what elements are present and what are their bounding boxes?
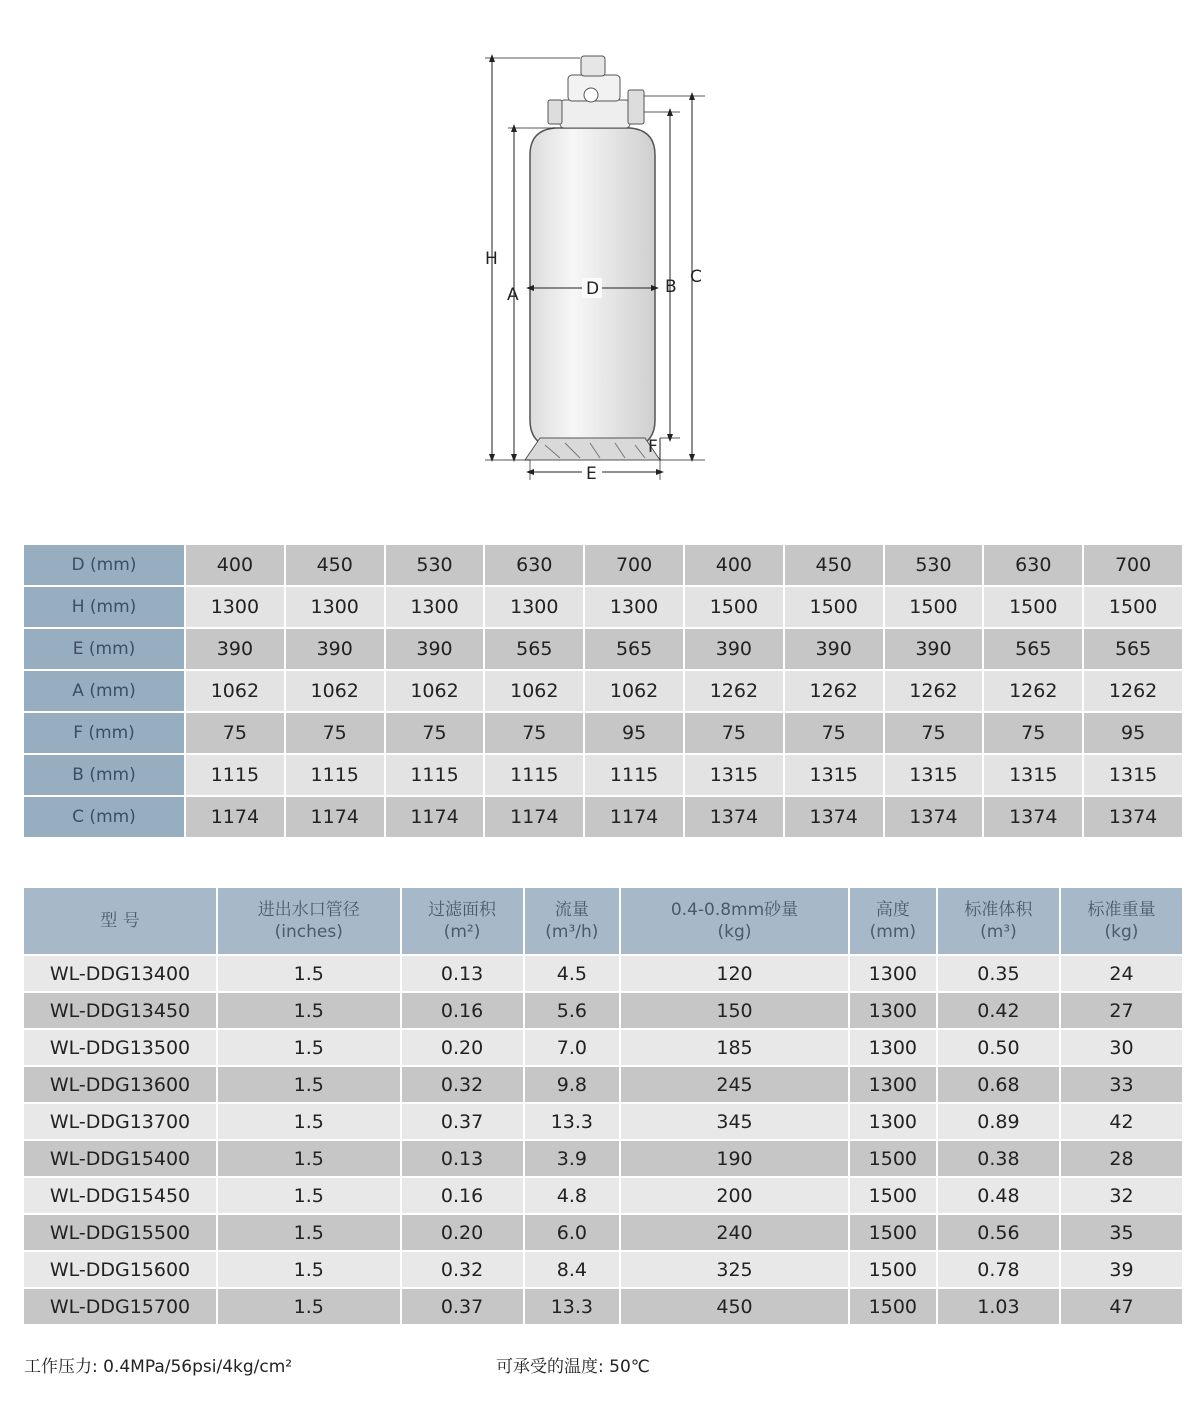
spec-cell: 345	[621, 1104, 848, 1139]
dimension-cell: 75	[286, 713, 384, 753]
spec-cell: 8.4	[525, 1252, 620, 1287]
model-column-header	[938, 888, 1059, 954]
spec-cell: 4.5	[525, 956, 620, 991]
spec-cell: 0.42	[938, 993, 1059, 1028]
spec-cell: 0.20	[402, 1030, 523, 1065]
spec-cell: 1.03	[938, 1289, 1059, 1324]
spec-cell: 0.56	[938, 1215, 1059, 1250]
dimension-cell: 565	[485, 629, 583, 669]
dimension-cell: 1174	[186, 797, 284, 837]
spec-cell: 33	[1061, 1067, 1182, 1102]
spec-cell: 190	[621, 1141, 848, 1176]
spec-cell: 24	[1061, 956, 1182, 991]
dimension-cell: 1374	[1084, 797, 1182, 837]
spec-cell: 1300	[850, 1030, 936, 1065]
dimension-cell: 75	[984, 713, 1082, 753]
model-number: WL-DDG13450	[24, 993, 216, 1028]
header-title: 流量	[554, 900, 589, 920]
dimension-cell: 1115	[186, 755, 284, 795]
dimension-row-label: A (mm)	[24, 671, 184, 711]
dimension-cell: 1174	[485, 797, 583, 837]
dimension-cell: 1062	[386, 671, 484, 711]
dimension-cell: 1300	[485, 587, 583, 627]
label-A: A	[507, 285, 519, 305]
dimension-cell: 1300	[585, 587, 683, 627]
spec-cell: 0.48	[938, 1178, 1059, 1213]
spec-cell: 3.9	[525, 1141, 620, 1176]
dimension-cell: 1315	[984, 755, 1082, 795]
dimension-cell: 1315	[1084, 755, 1182, 795]
spec-cell: 0.38	[938, 1141, 1059, 1176]
model-column-header	[218, 888, 400, 954]
spec-cell: 13.3	[525, 1104, 620, 1139]
dimension-cell: 1262	[685, 671, 783, 711]
model-number: WL-DDG15600	[24, 1252, 216, 1287]
dimension-cell: 1315	[685, 755, 783, 795]
dimension-cell: 95	[585, 713, 683, 753]
spec-cell: 1500	[850, 1141, 936, 1176]
dimension-cell: 1500	[785, 587, 883, 627]
dimension-cell: 1115	[585, 755, 683, 795]
dimension-cell: 1374	[785, 797, 883, 837]
spec-cell: 0.89	[938, 1104, 1059, 1139]
header-unit: (m³)	[980, 922, 1017, 942]
dimension-cell: 1115	[286, 755, 384, 795]
spec-cell: 47	[1061, 1289, 1182, 1324]
dimension-cell: 400	[186, 545, 284, 585]
tank-base	[525, 438, 660, 460]
table-row	[24, 1104, 1182, 1139]
dimension-cell: 630	[485, 545, 583, 585]
dimension-cell: 390	[785, 629, 883, 669]
spec-cell: 13.3	[525, 1289, 620, 1324]
dimension-cell: 1174	[286, 797, 384, 837]
dimension-cell: 75	[785, 713, 883, 753]
dimension-cell: 1374	[685, 797, 783, 837]
spec-cell: 1.5	[218, 993, 400, 1028]
model-number: WL-DDG15500	[24, 1215, 216, 1250]
spec-cell: 0.68	[938, 1067, 1059, 1102]
spec-cell: 42	[1061, 1104, 1182, 1139]
spec-cell: 0.16	[402, 993, 523, 1028]
spec-cell: 1500	[850, 1178, 936, 1213]
dimension-row	[24, 629, 1182, 669]
spec-cell: 5.6	[525, 993, 620, 1028]
spec-cell: 28	[1061, 1141, 1182, 1176]
dimension-cell: 530	[386, 545, 484, 585]
dimension-cell: 1315	[785, 755, 883, 795]
dimension-row-label: E (mm)	[24, 629, 184, 669]
dimension-cell: 95	[1084, 713, 1182, 753]
dimension-cell: 530	[885, 545, 983, 585]
spec-cell: 1.5	[218, 1215, 400, 1250]
spec-cell: 1500	[850, 1215, 936, 1250]
dimension-cell: 700	[585, 545, 683, 585]
spec-cell: 0.13	[402, 1141, 523, 1176]
dimension-row-label: F (mm)	[24, 713, 184, 753]
dimension-cell: 1500	[885, 587, 983, 627]
dimension-cell: 1315	[885, 755, 983, 795]
spec-cell: 1300	[850, 956, 936, 991]
spec-cell: 1.5	[218, 956, 400, 991]
dimension-cell: 565	[585, 629, 683, 669]
spec-cell: 120	[621, 956, 848, 991]
dimension-cell: 1500	[685, 587, 783, 627]
dimension-cell: 565	[1084, 629, 1182, 669]
spec-cell: 1.5	[218, 1104, 400, 1139]
header-unit: (inches)	[274, 922, 343, 942]
model-number: WL-DDG13500	[24, 1030, 216, 1065]
spec-cell: 240	[621, 1215, 848, 1250]
spec-cell: 4.8	[525, 1178, 620, 1213]
spec-cell: 0.35	[938, 956, 1059, 991]
label-E: E	[586, 464, 597, 484]
dimension-cell: 1174	[585, 797, 683, 837]
table-row	[24, 1289, 1182, 1324]
header-title: 标准重量	[1087, 900, 1156, 920]
dimension-cell: 1262	[885, 671, 983, 711]
spec-cell: 1.5	[218, 1067, 400, 1102]
spec-cell: 1500	[850, 1252, 936, 1287]
table-row	[24, 1215, 1182, 1250]
spec-cell: 1.5	[218, 1141, 400, 1176]
spec-cell: 0.37	[402, 1104, 523, 1139]
spec-cell: 0.50	[938, 1030, 1059, 1065]
multiport-valve	[548, 56, 644, 128]
model-number: WL-DDG13600	[24, 1067, 216, 1102]
filter-tank-diagram	[470, 40, 730, 490]
dimension-row	[24, 545, 1182, 585]
dimension-cell: 390	[885, 629, 983, 669]
model-column-header	[24, 888, 216, 954]
header-title: 过滤面积	[428, 900, 497, 920]
model-number: WL-DDG15450	[24, 1178, 216, 1213]
dimension-cell: 1500	[984, 587, 1082, 627]
spec-cell: 245	[621, 1067, 848, 1102]
model-spec-table	[22, 886, 1184, 1326]
dimension-cell: 1262	[1084, 671, 1182, 711]
spec-cell: 0.13	[402, 956, 523, 991]
dimension-table	[22, 543, 1184, 839]
dimension-cell: 75	[485, 713, 583, 753]
spec-cell: 0.78	[938, 1252, 1059, 1287]
table-row	[24, 1252, 1182, 1287]
dimension-cell: 1300	[186, 587, 284, 627]
dimension-cell: 1300	[386, 587, 484, 627]
label-H: H	[485, 249, 498, 269]
model-number: WL-DDG13400	[24, 956, 216, 991]
spec-cell: 0.37	[402, 1289, 523, 1324]
dimension-cell: 1062	[585, 671, 683, 711]
header-unit: (kg)	[717, 922, 752, 942]
dimension-cell: 75	[885, 713, 983, 753]
dimension-cell: 565	[984, 629, 1082, 669]
table-row	[24, 956, 1182, 991]
model-number: WL-DDG15400	[24, 1141, 216, 1176]
spec-cell: 1.5	[218, 1252, 400, 1287]
dimension-cell: 1374	[984, 797, 1082, 837]
dimension-row	[24, 671, 1182, 711]
spec-cell: 200	[621, 1178, 848, 1213]
dimension-cell: 75	[186, 713, 284, 753]
label-D: D	[586, 279, 600, 299]
spec-cell: 1500	[850, 1289, 936, 1324]
max-temperature-note: 可承受的温度: 50℃	[496, 1357, 650, 1377]
dimension-row	[24, 587, 1182, 627]
spec-cell: 1300	[850, 1067, 936, 1102]
spec-cell: 1.5	[218, 1178, 400, 1213]
dimension-row-label: C (mm)	[24, 797, 184, 837]
header-title: 高度	[875, 900, 910, 920]
spec-cell: 35	[1061, 1215, 1182, 1250]
dimension-cell: 390	[386, 629, 484, 669]
spec-cell: 7.0	[525, 1030, 620, 1065]
dimension-cell: 1115	[485, 755, 583, 795]
footer-notes	[24, 1352, 1184, 1376]
model-column-header	[850, 888, 936, 954]
working-pressure-note: 工作压力: 0.4MPa/56psi/4kg/cm²	[24, 1357, 293, 1377]
header-title: 标准体积	[964, 900, 1033, 920]
dimension-cell: 1374	[885, 797, 983, 837]
spec-cell: 0.20	[402, 1215, 523, 1250]
header-title: 型 号	[100, 911, 140, 931]
dimension-cell: 630	[984, 545, 1082, 585]
header-unit: (m²)	[443, 922, 481, 942]
table-row	[24, 1030, 1182, 1065]
dimension-cell: 75	[685, 713, 783, 753]
model-column-header	[525, 888, 620, 954]
table-row	[24, 993, 1182, 1028]
spec-cell: 1.5	[218, 1030, 400, 1065]
table-row	[24, 1178, 1182, 1213]
dimension-cell: 450	[286, 545, 384, 585]
dimension-cell: 390	[286, 629, 384, 669]
dimension-cell: 1500	[1084, 587, 1182, 627]
spec-cell: 1300	[850, 993, 936, 1028]
dimension-cell: 700	[1084, 545, 1182, 585]
header-unit: (kg)	[1104, 922, 1139, 942]
model-column-header	[621, 888, 848, 954]
header-unit: (m³/h)	[545, 922, 599, 942]
dimension-row	[24, 713, 1182, 753]
header-unit: (mm)	[869, 922, 917, 942]
spec-cell: 39	[1061, 1252, 1182, 1287]
spec-cell: 0.32	[402, 1252, 523, 1287]
spec-cell: 1300	[850, 1104, 936, 1139]
model-column-header	[1061, 888, 1182, 954]
table-row	[24, 1067, 1182, 1102]
dimension-row-label: D (mm)	[24, 545, 184, 585]
spec-cell: 0.16	[402, 1178, 523, 1213]
dimension-cell: 1262	[984, 671, 1082, 711]
spec-cell: 30	[1061, 1030, 1182, 1065]
label-F: F	[648, 437, 658, 457]
spec-cell: 1.5	[218, 1289, 400, 1324]
model-column-header	[402, 888, 523, 954]
spec-cell: 450	[621, 1289, 848, 1324]
spec-cell: 9.8	[525, 1067, 620, 1102]
model-number: WL-DDG13700	[24, 1104, 216, 1139]
spec-cell: 32	[1061, 1178, 1182, 1213]
header-title: 进出水口管径	[257, 900, 360, 920]
dimension-cell: 1062	[186, 671, 284, 711]
dimension-row-label: B (mm)	[24, 755, 184, 795]
dimension-cell: 1062	[286, 671, 384, 711]
dimension-cell: 1174	[386, 797, 484, 837]
dimension-cell: 1062	[485, 671, 583, 711]
dimension-row	[24, 797, 1182, 837]
dimension-cell: 75	[386, 713, 484, 753]
spec-cell: 325	[621, 1252, 848, 1287]
spec-cell: 150	[621, 993, 848, 1028]
dimension-cell: 1115	[386, 755, 484, 795]
model-number: WL-DDG15700	[24, 1289, 216, 1324]
spec-cell: 27	[1061, 993, 1182, 1028]
label-B: B	[665, 277, 677, 297]
label-C: C	[690, 267, 702, 287]
dimension-row	[24, 755, 1182, 795]
dimension-cell: 450	[785, 545, 883, 585]
dimension-cell: 1262	[785, 671, 883, 711]
table-row	[24, 1141, 1182, 1176]
dimension-cell: 390	[685, 629, 783, 669]
dimension-cell: 1300	[286, 587, 384, 627]
header-title: 0.4-0.8mm砂量	[670, 900, 799, 920]
dimension-cell: 400	[685, 545, 783, 585]
spec-cell: 6.0	[525, 1215, 620, 1250]
dimension-row-label: H (mm)	[24, 587, 184, 627]
spec-cell: 0.32	[402, 1067, 523, 1102]
dimension-cell: 390	[186, 629, 284, 669]
spec-cell: 185	[621, 1030, 848, 1065]
